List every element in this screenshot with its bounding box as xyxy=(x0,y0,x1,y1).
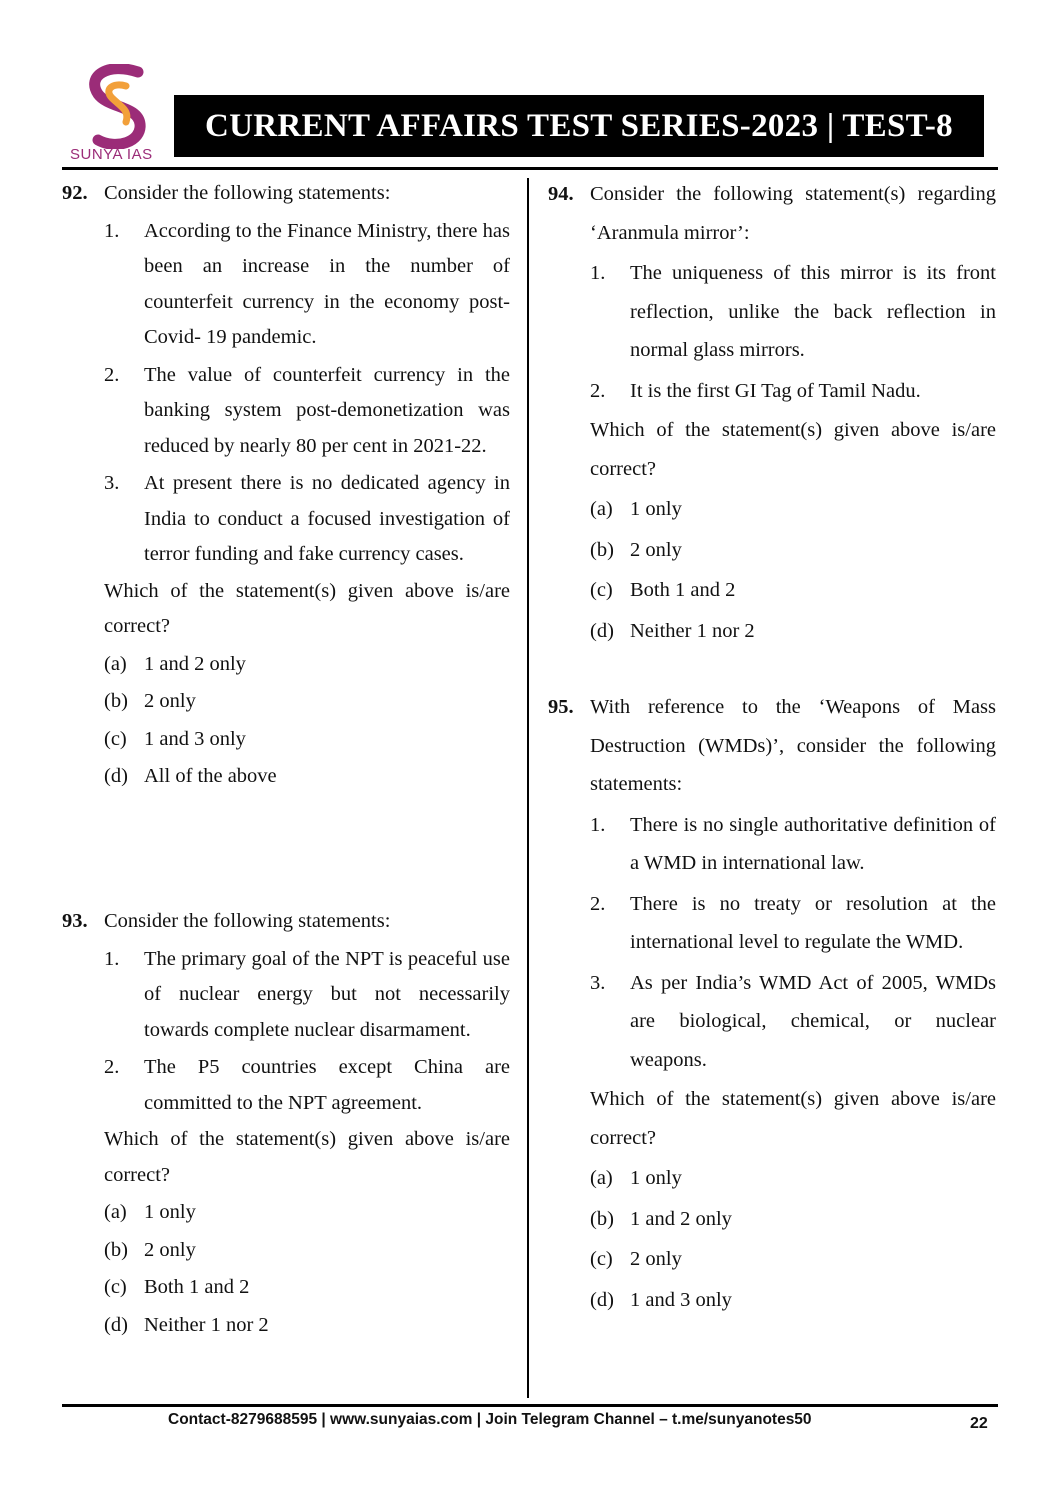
question-stem: Consider the following statement(s) regarding ‘Aranmula mirror’: xyxy=(590,183,996,244)
question-prompt: Which of the statement(s) given above is/are correct? xyxy=(590,419,996,480)
statement-number: 1. xyxy=(590,813,606,836)
option-label: (b) xyxy=(104,1238,128,1261)
statement-number: 1. xyxy=(104,219,120,242)
answer-option xyxy=(590,1159,996,1198)
question-header xyxy=(62,176,510,212)
statement xyxy=(104,942,510,1049)
statement-text: There is no treaty or resolution at the international level to regulate the WMD. xyxy=(630,892,996,953)
logo-s-icon xyxy=(68,64,168,149)
option-label: (d) xyxy=(104,1313,128,1336)
statement xyxy=(590,885,996,962)
statement-text: As per India’s WMD Act of 2005, WMDs are biological, chemical, or nuclear weapons. xyxy=(630,971,996,1071)
page-title: CURRENT AFFAIRS TEST SERIES-2023 | TEST-8 xyxy=(174,95,984,157)
question-92 xyxy=(62,176,510,795)
option-label: (b) xyxy=(590,538,614,561)
option-label: (b) xyxy=(104,690,128,712)
option-text: 1 and 2 only xyxy=(144,652,246,675)
footer-divider xyxy=(62,1404,998,1407)
option-label: (b) xyxy=(590,1207,614,1230)
page-number: 22 xyxy=(970,1415,988,1432)
option-label: (a) xyxy=(590,1167,613,1189)
answer-option xyxy=(104,1270,510,1306)
statement-text: The primary goal of the NPT is peaceful use of nuclear energy but not necessarily towards complete nuclear disarmament. xyxy=(144,947,510,1041)
option-label: (c) xyxy=(104,1276,127,1298)
option-text: 1 only xyxy=(144,1201,196,1223)
option-text: 2 only xyxy=(630,1248,682,1270)
answer-option xyxy=(590,531,996,570)
logo-text: SUNYA IAS xyxy=(70,146,153,163)
option-label: (c) xyxy=(590,1248,613,1270)
statement-number: 3. xyxy=(590,971,606,994)
question-header xyxy=(548,175,996,252)
answer-option xyxy=(104,722,510,758)
question-number: 93. xyxy=(62,910,88,932)
answer-option xyxy=(590,1281,996,1320)
answer-option xyxy=(104,759,510,795)
answer-option xyxy=(590,490,996,529)
question-prompt: Which of the statement(s) given above is/are correct? xyxy=(104,1128,510,1186)
option-label: (c) xyxy=(104,727,127,750)
option-text: Both 1 and 2 xyxy=(630,579,736,601)
statement-text: At present there is no dedicated agency in India to conduct a focused investigation of terror funding and fake currency cases. xyxy=(144,472,510,565)
statement-text: According to the Finance Ministry, there has been an increase in the number of counterfeit currency in the economy post-Covid- 19 pandemic. xyxy=(144,219,510,348)
question-stem: With reference to the ‘Weapons of Mass Destruction (WMDs)’, consider the following statements: xyxy=(590,696,996,795)
option-label: (d) xyxy=(104,765,128,787)
option-text: All of the above xyxy=(144,765,277,787)
question-number: 92. xyxy=(62,182,88,204)
question-header xyxy=(62,904,510,940)
answer-option xyxy=(104,647,510,683)
option-label: (d) xyxy=(590,619,614,642)
option-text: 1 only xyxy=(630,498,682,520)
statement-text: The uniqueness of this mirror is its front reflection, unlike the back reflection in normal glass mirrors. xyxy=(630,262,996,361)
question-header xyxy=(548,688,996,804)
statement xyxy=(590,254,996,370)
option-text: Both 1 and 2 xyxy=(144,1276,250,1298)
question-prompt: Which of the statement(s) given above is/are correct? xyxy=(104,579,510,637)
statement-text: The value of counterfeit currency in the banking system post-demonetization was reduced by nearly 80 per cent in 2021-22. xyxy=(144,363,510,457)
option-label: (a) xyxy=(104,1201,127,1223)
question-number: 95. xyxy=(548,696,574,718)
statement xyxy=(104,214,510,356)
question-94 xyxy=(548,175,996,650)
statement xyxy=(590,806,996,883)
answer-option xyxy=(104,1308,510,1344)
column-divider xyxy=(527,178,529,1398)
option-text: Neither 1 nor 2 xyxy=(144,1313,269,1336)
statement-number: 3. xyxy=(104,472,120,494)
statement xyxy=(104,1050,510,1121)
answer-option xyxy=(104,684,510,720)
option-label: (a) xyxy=(104,652,127,675)
statement-text: It is the first GI Tag of Tamil Nadu. xyxy=(630,379,921,402)
statement-number: 2. xyxy=(104,1056,120,1078)
option-text: 2 only xyxy=(630,538,682,561)
question-93 xyxy=(62,904,510,1343)
footer-contact: Contact-8279688595 | www.sunyaias.com | Join Telegram Channel – t.me/sunyanotes50 xyxy=(168,1411,812,1428)
statement xyxy=(590,372,996,411)
statement xyxy=(104,466,510,573)
option-text: 1 and 2 only xyxy=(630,1207,732,1230)
option-text: 1 and 3 only xyxy=(144,727,246,750)
answer-option xyxy=(590,1240,996,1279)
answer-option xyxy=(104,1195,510,1231)
option-text: 1 only xyxy=(630,1167,682,1189)
statement-text: There is no single authoritative definition of a WMD in international law. xyxy=(630,813,996,874)
answer-option xyxy=(104,1233,510,1269)
statement-number: 2. xyxy=(590,892,606,915)
statement-number: 2. xyxy=(104,363,120,386)
option-text: 2 only xyxy=(144,690,196,712)
question-stem: Consider the following statements: xyxy=(104,182,391,204)
statement-number: 2. xyxy=(590,379,606,402)
option-text: 1 and 3 only xyxy=(630,1288,732,1311)
option-label: (d) xyxy=(590,1288,614,1311)
statement xyxy=(104,358,510,465)
answer-option xyxy=(590,1200,996,1239)
option-label: (c) xyxy=(590,579,613,601)
statement-number: 1. xyxy=(590,262,606,284)
answer-option xyxy=(590,571,996,610)
statement-number: 1. xyxy=(104,947,120,970)
question-95 xyxy=(548,688,996,1319)
question-stem: Consider the following statements: xyxy=(104,910,391,932)
question-prompt: Which of the statement(s) given above is/are correct? xyxy=(590,1088,996,1149)
answer-option xyxy=(590,612,996,651)
statement xyxy=(590,964,996,1080)
statement-text: The P5 countries except China are committed to the NPT agreement. xyxy=(144,1056,510,1114)
question-number: 94. xyxy=(548,183,574,205)
option-label: (a) xyxy=(590,498,613,520)
header-divider xyxy=(62,167,998,170)
option-text: 2 only xyxy=(144,1238,196,1261)
option-text: Neither 1 nor 2 xyxy=(630,619,755,642)
